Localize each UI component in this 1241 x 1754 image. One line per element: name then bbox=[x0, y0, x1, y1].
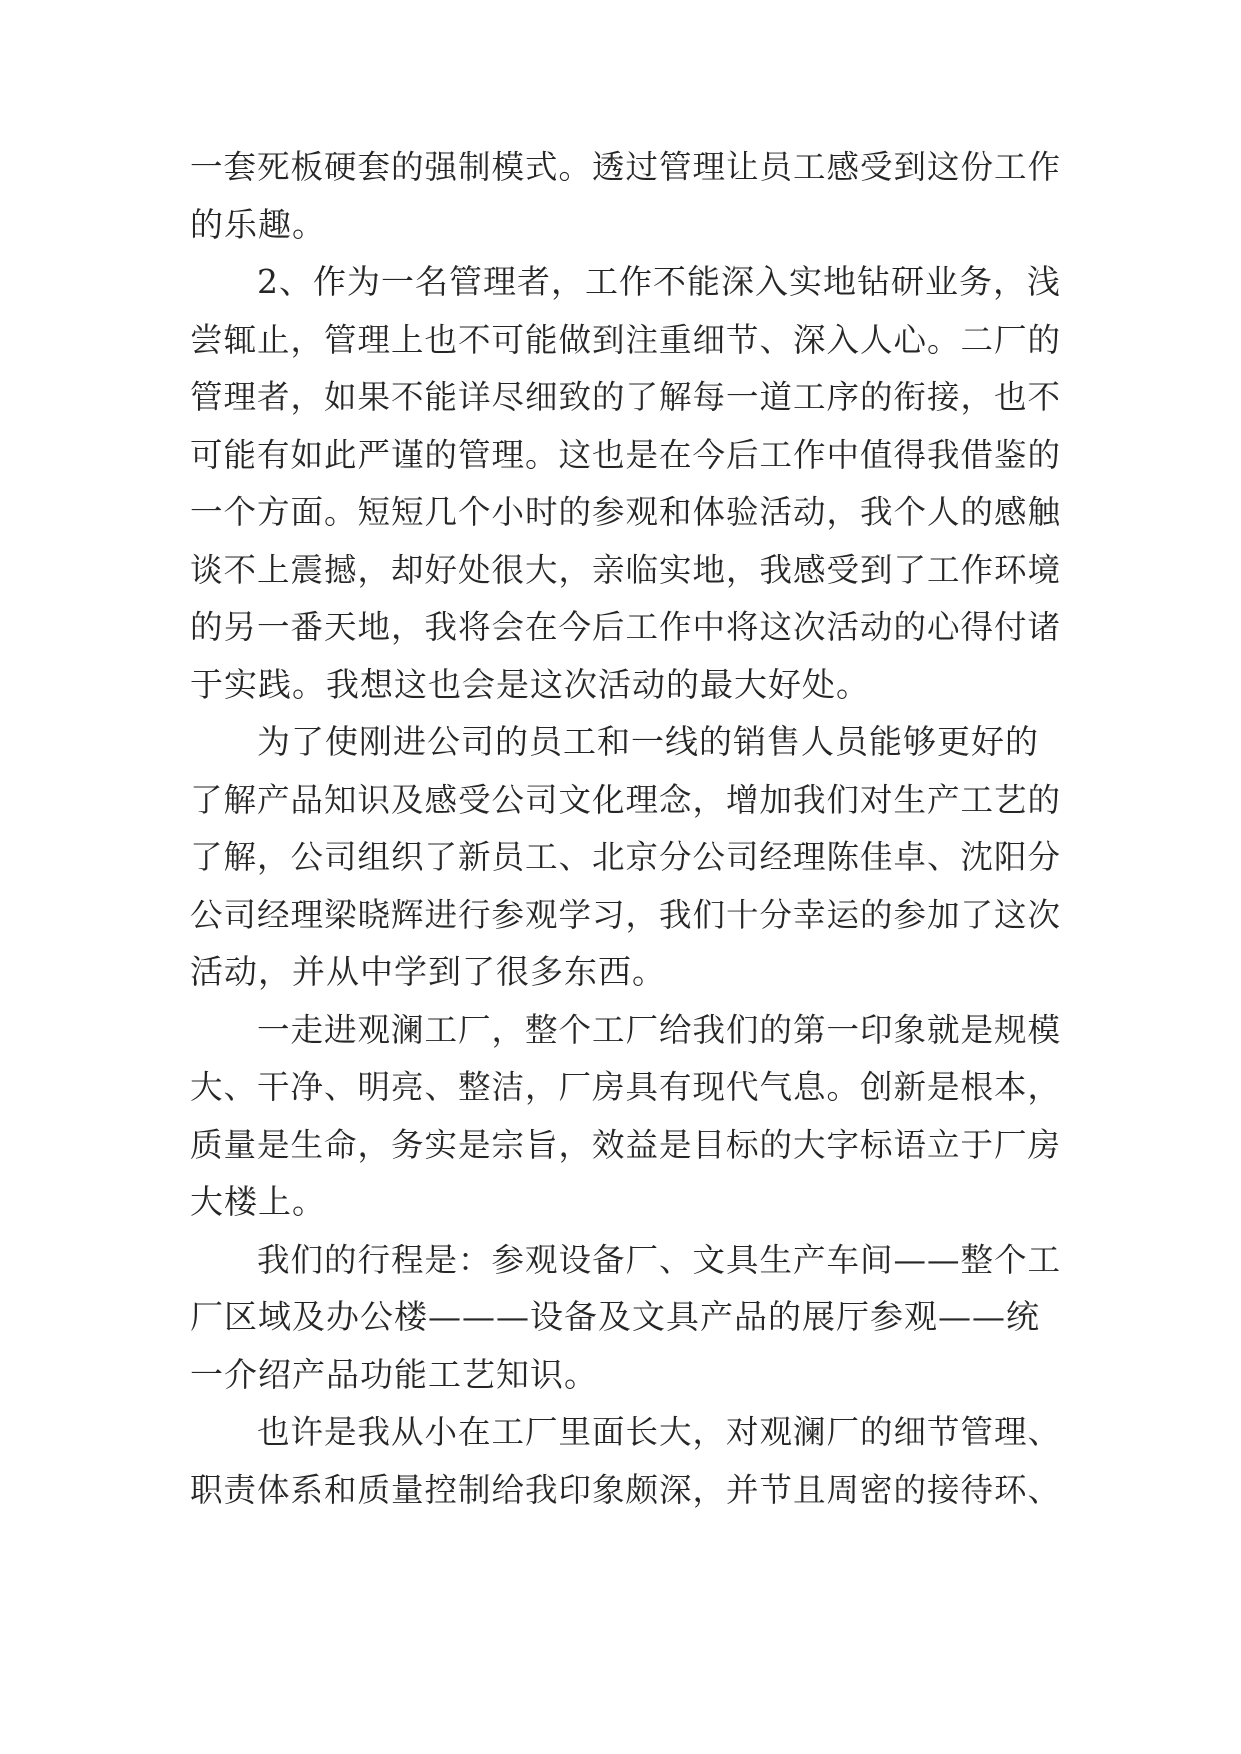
text-line: 公司经理梁晓辉进行参观学习，我们十分幸运的参加了这次 bbox=[190, 896, 1062, 934]
text-line: 也许是我从小在工厂里面长大，对观澜厂的细节管理、 bbox=[257, 1413, 1062, 1451]
text-line: 职责体系和质量控制给我印象颇深，并节且周密的接待环、 bbox=[190, 1471, 1062, 1509]
text-line: 管理者，如果不能详尽细致的了解每一道工序的衔接，也不 bbox=[190, 378, 1062, 416]
text-line: 大楼上。 bbox=[190, 1182, 326, 1221]
text-line: 质量是生命，务实是宗旨，效益是目标的大字标语立于厂房 bbox=[190, 1126, 1062, 1164]
text-line: 大、干净、明亮、整洁，厂房具有现代气息。创新是根本， bbox=[190, 1068, 1062, 1106]
text-line: 谈不上震撼，却好处很大，亲临实地，我感受到了工作环境 bbox=[190, 551, 1062, 589]
text-line: 于实践。我想这也会是这次活动的最大好处。 bbox=[190, 665, 870, 704]
text-line: 尝辄止，管理上也不可能做到注重细节、深入人心。二厂的 bbox=[190, 321, 1062, 359]
text-line: 了解，公司组织了新员工、北京分公司经理陈佳卓、沈阳分 bbox=[190, 838, 1062, 876]
text-line: 的另一番天地，我将会在今后工作中将这次活动的心得付诸 bbox=[190, 608, 1062, 646]
text-line: 可能有如此严谨的管理。这也是在今后工作中值得我借鉴的 bbox=[190, 436, 1062, 474]
text-line: 的乐趣。 bbox=[190, 205, 326, 244]
text-line: 活动，并从中学到了很多东西。 bbox=[190, 952, 666, 991]
text-line: 了解产品知识及感受公司文化理念，增加我们对生产工艺的 bbox=[190, 781, 1062, 819]
text-line: 我们的行程是：参观设备厂、文具生产车间——整个工 bbox=[257, 1241, 1062, 1279]
text-line: 为了使刚进公司的员工和一线的销售人员能够更好的 bbox=[257, 722, 1039, 761]
text-line: 一走进观澜工厂，整个工厂给我们的第一印象就是规模 bbox=[257, 1011, 1062, 1049]
text-line: 一个方面。短短几个小时的参观和体验活动，我个人的感触 bbox=[190, 493, 1062, 531]
text-line: 厂区域及办公楼———设备及文具产品的展厅参观——统 bbox=[190, 1297, 1040, 1336]
text-line: 一套死板硬套的强制模式。透过管理让员工感受到这份工作 bbox=[190, 148, 1062, 186]
text-line: 一介绍产品功能工艺知识。 bbox=[190, 1355, 598, 1394]
text-line: 2、作为一名管理者，工作不能深入实地钻研业务，浅 bbox=[257, 262, 1061, 301]
